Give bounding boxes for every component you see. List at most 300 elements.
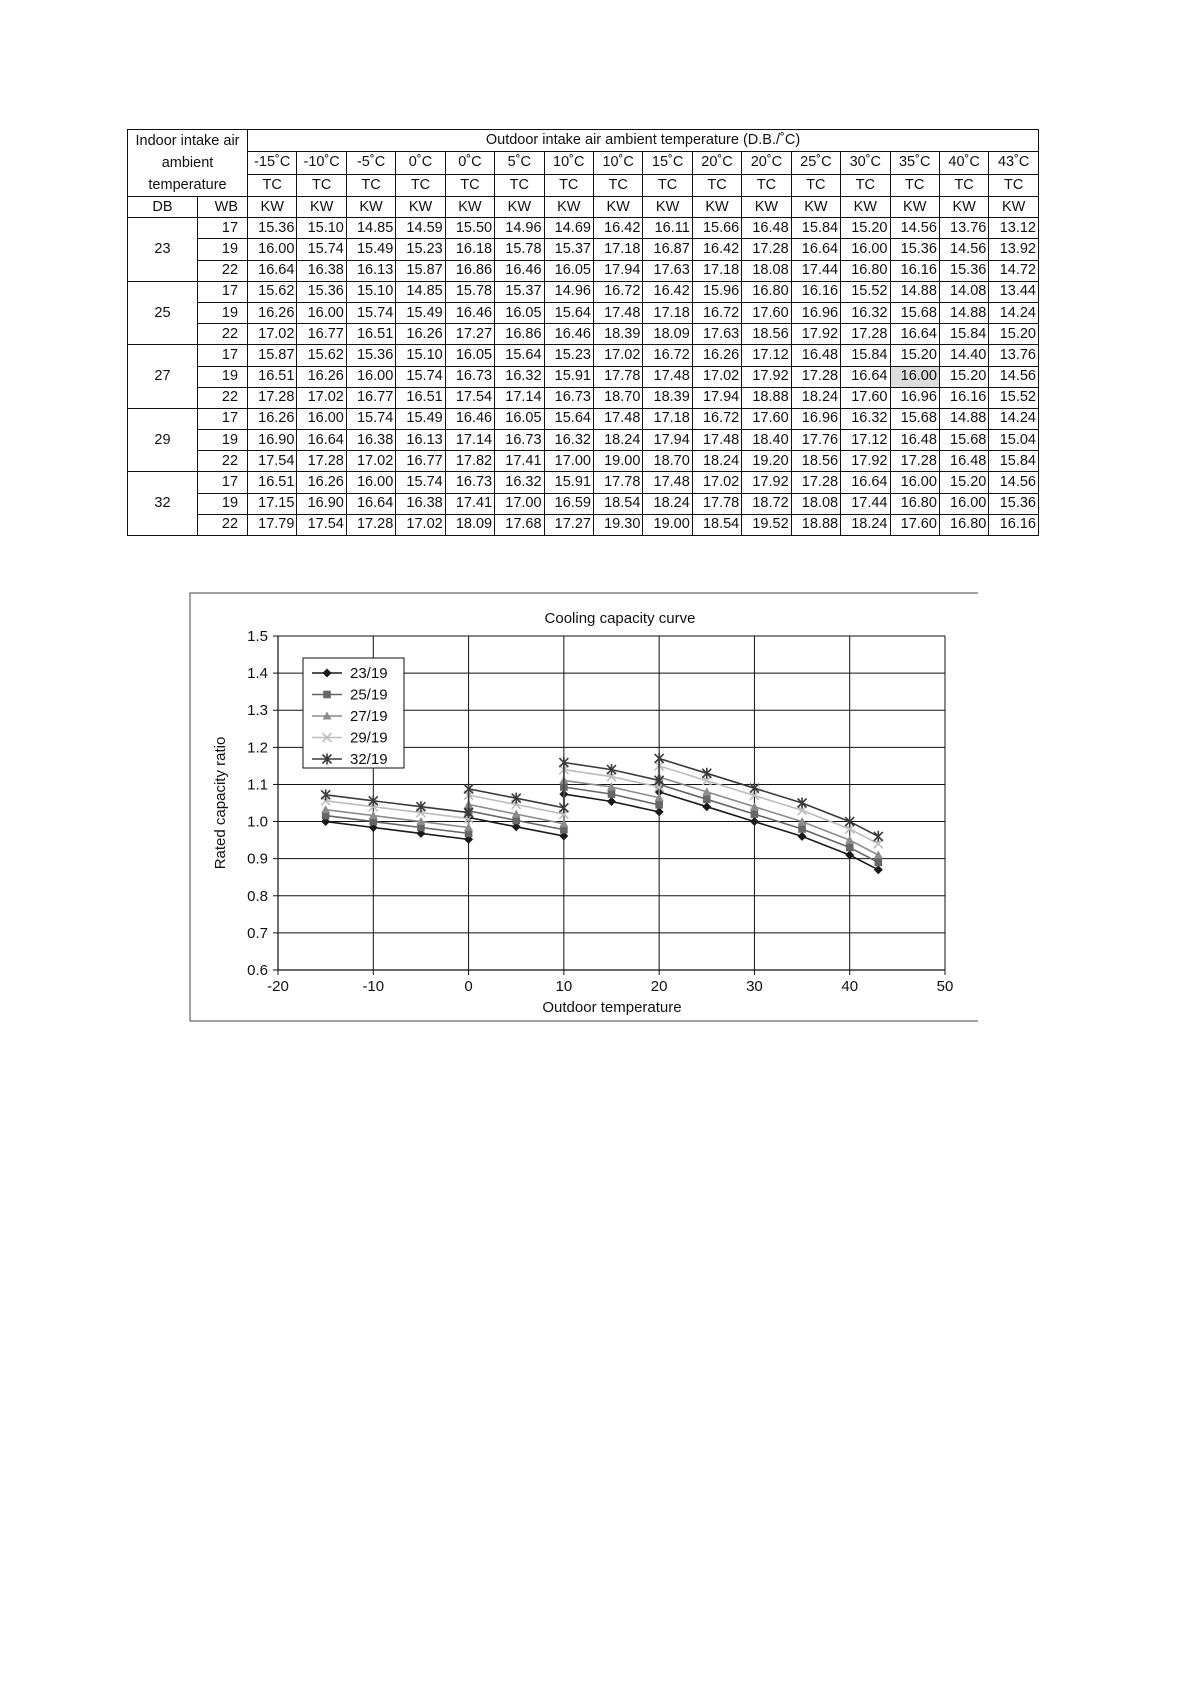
capacity-cell: 16.05 [445, 345, 494, 366]
data-point [607, 797, 616, 806]
capacity-cell: 16.72 [692, 408, 741, 429]
capacity-cell: 16.64 [841, 472, 890, 493]
capacity-cell: 17.48 [593, 302, 642, 323]
capacity-cell: 15.49 [346, 239, 395, 260]
capacity-cell: 16.26 [692, 345, 741, 366]
x-axis-label: Outdoor temperature [542, 999, 682, 1016]
y-tick-label: 0.7 [247, 924, 268, 942]
capacity-cell: 16.00 [248, 239, 297, 260]
y-axis-label: Rated capacity ratio [212, 736, 229, 870]
temp-header: -10˚C [297, 152, 346, 174]
capacity-cell: 18.54 [593, 493, 642, 514]
capacity-cell: 16.64 [297, 430, 346, 451]
capacity-cell: 17.54 [445, 387, 494, 408]
capacity-cell: 15.36 [890, 239, 939, 260]
capacity-cell: 15.49 [396, 302, 445, 323]
unit-header: KW [445, 197, 494, 218]
capacity-cell: 14.88 [939, 408, 988, 429]
capacity-cell: 17.18 [643, 302, 692, 323]
unit-header: KW [989, 197, 1039, 218]
y-tick-label: 1.0 [247, 813, 268, 831]
capacity-cell: 18.70 [643, 451, 692, 472]
unit-header: KW [396, 197, 445, 218]
capacity-cell: 15.74 [346, 408, 395, 429]
temp-header: 40˚C [939, 152, 988, 174]
temp-header: -15˚C [248, 152, 297, 174]
wb-cell: 22 [198, 387, 248, 408]
x-tick-label: 30 [746, 978, 763, 995]
tc-header: TC [742, 174, 791, 196]
capacity-cell: 16.96 [791, 302, 840, 323]
x-tick-label: 50 [936, 978, 954, 995]
capacity-cell: 15.23 [396, 239, 445, 260]
unit-header: KW [544, 197, 593, 218]
capacity-cell: 16.73 [495, 430, 544, 451]
capacity-cell: 16.00 [939, 493, 988, 514]
capacity-cell: 15.52 [989, 387, 1039, 408]
temp-header: 10˚C [544, 152, 593, 174]
x-tick-label: -20 [267, 978, 289, 995]
capacity-cell: 16.73 [544, 387, 593, 408]
capacity-cell: 16.77 [297, 324, 346, 345]
data-point [750, 783, 759, 794]
capacity-cell: 16.51 [396, 387, 445, 408]
capacity-cell: 17.28 [248, 387, 297, 408]
capacity-cell: 14.56 [939, 239, 988, 260]
capacity-cell: 17.12 [841, 430, 890, 451]
wb-cell: 17 [198, 218, 248, 239]
capacity-cell: 16.48 [742, 218, 791, 239]
temp-header: -5˚C [346, 152, 395, 174]
capacity-cell: 19.30 [593, 514, 642, 535]
capacity-cell: 15.87 [248, 345, 297, 366]
data-point [702, 802, 711, 811]
capacity-cell: 15.37 [544, 239, 593, 260]
capacity-cell: 14.56 [989, 472, 1039, 493]
capacity-cell: 15.91 [544, 472, 593, 493]
data-point [655, 753, 664, 764]
series-line-25-19 [326, 784, 879, 862]
capacity-cell: 16.64 [791, 239, 840, 260]
capacity-cell: 16.51 [346, 324, 395, 345]
capacity-cell: 16.80 [841, 260, 890, 281]
data-point [798, 825, 806, 833]
y-tick-label: 1.1 [247, 776, 268, 794]
capacity-cell: 15.49 [396, 408, 445, 429]
capacity-cell: 15.68 [890, 302, 939, 323]
capacity-cell: 15.36 [297, 281, 346, 302]
unit-header: KW [692, 197, 741, 218]
capacity-cell: 16.38 [297, 260, 346, 281]
capacity-cell: 16.77 [346, 387, 395, 408]
capacity-cell: 15.37 [495, 281, 544, 302]
capacity-cell: 16.42 [593, 218, 642, 239]
capacity-cell: 16.26 [297, 366, 346, 387]
y-tick-label: 0.6 [247, 962, 268, 979]
capacity-cell: 17.48 [643, 366, 692, 387]
tc-header: TC [396, 174, 445, 196]
capacity-cell: 16.80 [939, 514, 988, 535]
capacity-cell: 16.46 [445, 408, 494, 429]
capacity-cell: 15.74 [346, 302, 395, 323]
capacity-cell: 15.84 [989, 451, 1039, 472]
capacity-cell: 17.02 [593, 345, 642, 366]
capacity-cell: 18.09 [643, 324, 692, 345]
capacity-cell: 18.72 [742, 493, 791, 514]
capacity-cell: 16.16 [890, 260, 939, 281]
capacity-cell: 17.54 [297, 514, 346, 535]
capacity-cell: 15.62 [248, 281, 297, 302]
capacity-cell: 17.82 [445, 451, 494, 472]
wb-cell: 22 [198, 260, 248, 281]
capacity-cell: 16.16 [939, 387, 988, 408]
tc-header: TC [248, 174, 297, 196]
data-point [512, 817, 520, 825]
capacity-cell: 17.79 [248, 514, 297, 535]
legend-label: 29/19 [350, 729, 388, 747]
capacity-cell: 17.02 [396, 514, 445, 535]
db-cell: 25 [128, 281, 198, 345]
wb-cell: 19 [198, 302, 248, 323]
indoor-header-line: temperature [148, 177, 227, 193]
capacity-cell: 16.72 [643, 345, 692, 366]
capacity-cell: 14.08 [939, 281, 988, 302]
tc-header: TC [841, 174, 890, 196]
capacity-cell: 15.36 [248, 218, 297, 239]
capacity-cell: 16.32 [495, 472, 544, 493]
capacity-cell: 15.36 [989, 493, 1039, 514]
wb-cell: 17 [198, 408, 248, 429]
capacity-cell: 13.76 [989, 345, 1039, 366]
temp-header: 25˚C [791, 152, 840, 174]
tc-header: TC [791, 174, 840, 196]
capacity-cell: 17.02 [248, 324, 297, 345]
tc-header: TC [495, 174, 544, 196]
capacity-cell: 16.72 [593, 281, 642, 302]
capacity-cell: 14.96 [495, 218, 544, 239]
db-cell: 32 [128, 472, 198, 536]
wb-cell: 17 [198, 345, 248, 366]
capacity-cell: 15.20 [890, 345, 939, 366]
capacity-cell: 18.88 [791, 514, 840, 535]
capacity-cell: 15.96 [692, 281, 741, 302]
capacity-cell: 16.86 [445, 260, 494, 281]
tc-header: TC [939, 174, 988, 196]
y-tick-label: 1.5 [247, 628, 268, 645]
tc-header: TC [890, 174, 939, 196]
capacity-cell: 17.02 [346, 451, 395, 472]
capacity-cell: 17.27 [445, 324, 494, 345]
capacity-cell: 15.64 [495, 345, 544, 366]
data-point [655, 801, 663, 809]
capacity-cell: 16.77 [396, 451, 445, 472]
capacity-cell: 17.12 [742, 345, 791, 366]
capacity-cell: 17.28 [297, 451, 346, 472]
unit-header: KW [742, 197, 791, 218]
wb-cell: 19 [198, 493, 248, 514]
capacity-cell: 13.76 [939, 218, 988, 239]
capacity-cell: 14.69 [544, 218, 593, 239]
capacity-cell: 17.18 [692, 260, 741, 281]
capacity-cell: 15.04 [989, 430, 1039, 451]
data-point [703, 795, 711, 803]
capacity-cell: 16.32 [841, 302, 890, 323]
capacity-cell: 16.13 [396, 430, 445, 451]
capacity-cell: 16.16 [791, 281, 840, 302]
capacity-cell: 16.00 [346, 472, 395, 493]
capacity-cell: 16.48 [791, 345, 840, 366]
capacity-cell: 16.87 [643, 239, 692, 260]
db-header: DB [128, 197, 198, 218]
unit-header: KW [297, 197, 346, 218]
capacity-cell: 17.92 [742, 472, 791, 493]
tc-header: TC [643, 174, 692, 196]
capacity-cell: 18.24 [791, 387, 840, 408]
tc-header: TC [346, 174, 395, 196]
capacity-cell: 16.73 [445, 472, 494, 493]
capacity-cell: 16.42 [692, 239, 741, 260]
capacity-cell: 14.72 [989, 260, 1039, 281]
y-tick-label: 0.9 [247, 850, 268, 868]
legend-label: 32/19 [350, 751, 388, 768]
capacity-cell: 15.20 [989, 324, 1039, 345]
capacity-cell: 15.10 [396, 345, 445, 366]
capacity-cell: 16.96 [791, 408, 840, 429]
capacity-cell: 15.74 [396, 472, 445, 493]
temp-header: 10˚C [593, 152, 642, 174]
capacity-cell: 16.64 [248, 260, 297, 281]
legend-label: 27/19 [350, 708, 388, 725]
legend-label: 25/19 [350, 686, 388, 704]
wb-cell: 22 [198, 451, 248, 472]
capacity-cell: 16.38 [396, 493, 445, 514]
series-line-23-19 [326, 792, 879, 870]
unit-header: KW [643, 197, 692, 218]
capacity-cell: 17.94 [643, 430, 692, 451]
capacity-cell: 18.24 [643, 493, 692, 514]
capacity-cell: 17.14 [495, 387, 544, 408]
capacity-cell: 15.20 [939, 366, 988, 387]
tc-header: TC [692, 174, 741, 196]
capacity-cell: 15.66 [692, 218, 741, 239]
data-point [874, 865, 883, 874]
unit-header: KW [939, 197, 988, 218]
data-point [875, 859, 883, 867]
capacity-cell: 17.60 [742, 408, 791, 429]
capacity-cell: 15.36 [939, 260, 988, 281]
capacity-cell: 16.64 [346, 493, 395, 514]
capacity-cell: 14.56 [890, 218, 939, 239]
capacity-cell: 17.48 [643, 472, 692, 493]
capacity-cell: 16.16 [989, 514, 1039, 535]
capacity-cell: 16.11 [643, 218, 692, 239]
data-point [846, 844, 854, 852]
capacity-cell: 15.64 [544, 302, 593, 323]
capacity-cell: 17.63 [692, 324, 741, 345]
temp-header: 15˚C [643, 152, 692, 174]
db-cell: 29 [128, 408, 198, 472]
capacity-cell: 17.60 [841, 387, 890, 408]
capacity-cell: 17.28 [841, 324, 890, 345]
x-tick-label: 10 [555, 978, 573, 995]
capacity-cell: 15.36 [346, 345, 395, 366]
capacity-cell: 14.56 [989, 366, 1039, 387]
data-point [608, 790, 616, 798]
capacity-cell: 15.84 [939, 324, 988, 345]
capacity-cell: 18.56 [742, 324, 791, 345]
capacity-cell: 16.46 [445, 302, 494, 323]
series-line-32-19 [326, 759, 879, 837]
tc-header: TC [989, 174, 1039, 196]
capacity-cell: 17.92 [841, 451, 890, 472]
capacity-cell: 16.64 [841, 366, 890, 387]
data-point [874, 850, 883, 858]
unit-header: KW [890, 197, 939, 218]
capacity-cell: 15.84 [841, 345, 890, 366]
capacity-cell: 17.28 [890, 451, 939, 472]
capacity-cell: 17.76 [791, 430, 840, 451]
capacity-cell: 16.80 [890, 493, 939, 514]
capacity-cell: 13.12 [989, 218, 1039, 239]
wb-cell: 17 [198, 472, 248, 493]
unit-header: KW [495, 197, 544, 218]
tc-header: TC [445, 174, 494, 196]
capacity-cell: 13.44 [989, 281, 1039, 302]
capacity-cell: 14.24 [989, 408, 1039, 429]
capacity-cell: 14.40 [939, 345, 988, 366]
capacity-cell: 17.54 [248, 451, 297, 472]
wb-cell: 19 [198, 430, 248, 451]
capacity-cell: 16.26 [248, 408, 297, 429]
capacity-cell: 17.02 [692, 472, 741, 493]
capacity-cell: 14.85 [346, 218, 395, 239]
capacity-cell: 16.80 [742, 281, 791, 302]
capacity-cell: 18.08 [791, 493, 840, 514]
wb-cell: 22 [198, 324, 248, 345]
temp-header: 35˚C [890, 152, 939, 174]
capacity-cell: 16.00 [890, 366, 939, 387]
wb-cell: 19 [198, 366, 248, 387]
capacity-cell: 17.02 [297, 387, 346, 408]
capacity-cell: 15.68 [890, 408, 939, 429]
capacity-cell: 17.00 [544, 451, 593, 472]
capacity-cell: 14.88 [939, 302, 988, 323]
legend-marker [323, 691, 331, 699]
capacity-cell: 14.96 [544, 281, 593, 302]
capacity-cell: 16.05 [495, 302, 544, 323]
capacity-cell: 15.10 [346, 281, 395, 302]
capacity-cell: 17.14 [445, 430, 494, 451]
capacity-cell: 18.24 [593, 430, 642, 451]
capacity-cell: 16.46 [544, 324, 593, 345]
capacity-cell: 17.44 [841, 493, 890, 514]
capacity-cell: 15.78 [495, 239, 544, 260]
capacity-cell: 17.60 [890, 514, 939, 535]
capacity-cell: 17.27 [544, 514, 593, 535]
capacity-cell: 16.48 [939, 451, 988, 472]
capacity-cell: 17.28 [791, 472, 840, 493]
data-point [845, 850, 854, 859]
capacity-cell: 15.20 [841, 218, 890, 239]
capacity-cell: 15.91 [544, 366, 593, 387]
capacity-cell: 16.38 [346, 430, 395, 451]
capacity-cell: 16.32 [495, 366, 544, 387]
unit-header: KW [593, 197, 642, 218]
capacity-cell: 13.92 [989, 239, 1039, 260]
capacity-cell: 15.20 [939, 472, 988, 493]
capacity-cell: 17.28 [346, 514, 395, 535]
capacity-cell: 16.26 [297, 472, 346, 493]
capacity-cell: 16.00 [297, 408, 346, 429]
capacity-cell: 17.41 [495, 451, 544, 472]
capacity-cell: 16.42 [643, 281, 692, 302]
data-point [750, 817, 759, 826]
capacity-cell: 15.84 [791, 218, 840, 239]
capacity-cell: 18.40 [742, 430, 791, 451]
capacity-cell: 16.26 [248, 302, 297, 323]
data-point [751, 810, 759, 818]
db-cell: 23 [128, 218, 198, 282]
wb-cell: 17 [198, 281, 248, 302]
capacity-cell: 16.26 [396, 324, 445, 345]
indoor-header-line: ambient [161, 155, 214, 171]
data-point [798, 832, 807, 841]
capacity-cell: 17.28 [742, 239, 791, 260]
capacity-cell: 16.86 [495, 324, 544, 345]
tc-header: TC [593, 174, 642, 196]
capacity-cell: 16.00 [297, 302, 346, 323]
capacity-cell: 18.24 [841, 514, 890, 535]
capacity-cell: 19.52 [742, 514, 791, 535]
capacity-cell: 17.94 [593, 260, 642, 281]
capacity-cell: 17.15 [248, 493, 297, 514]
capacity-cell: 16.05 [544, 260, 593, 281]
db-cell: 27 [128, 345, 198, 409]
capacity-cell: 16.96 [890, 387, 939, 408]
capacity-cell: 17.18 [643, 408, 692, 429]
capacity-cell: 16.90 [297, 493, 346, 514]
tc-header: TC [544, 174, 593, 196]
temp-header: 20˚C [742, 152, 791, 174]
capacity-cell: 18.56 [791, 451, 840, 472]
capacity-cell: 18.54 [692, 514, 741, 535]
capacity-cell: 16.59 [544, 493, 593, 514]
capacity-cell: 16.73 [445, 366, 494, 387]
capacity-cell: 16.46 [495, 260, 544, 281]
capacity-cell: 19.00 [643, 514, 692, 535]
capacity-cell: 16.13 [346, 260, 395, 281]
capacity-cell: 17.28 [791, 366, 840, 387]
capacity-cell: 16.18 [445, 239, 494, 260]
capacity-cell: 14.88 [890, 281, 939, 302]
capacity-cell: 18.39 [593, 324, 642, 345]
temp-header: 0˚C [396, 152, 445, 174]
wb-header: WB [198, 197, 248, 218]
capacity-cell: 18.08 [742, 260, 791, 281]
y-tick-label: 1.3 [247, 702, 268, 720]
capacity-cell: 15.62 [297, 345, 346, 366]
temp-header: 5˚C [495, 152, 544, 174]
temp-header: 20˚C [692, 152, 741, 174]
data-point [321, 805, 330, 813]
series-line-27-19 [326, 777, 879, 855]
capacity-cell: 15.74 [396, 366, 445, 387]
capacity-cell: 17.78 [593, 472, 642, 493]
capacity-cell: 16.00 [890, 472, 939, 493]
x-tick-label: 20 [650, 978, 668, 995]
capacity-cell: 19.20 [742, 451, 791, 472]
temp-header: 30˚C [841, 152, 890, 174]
